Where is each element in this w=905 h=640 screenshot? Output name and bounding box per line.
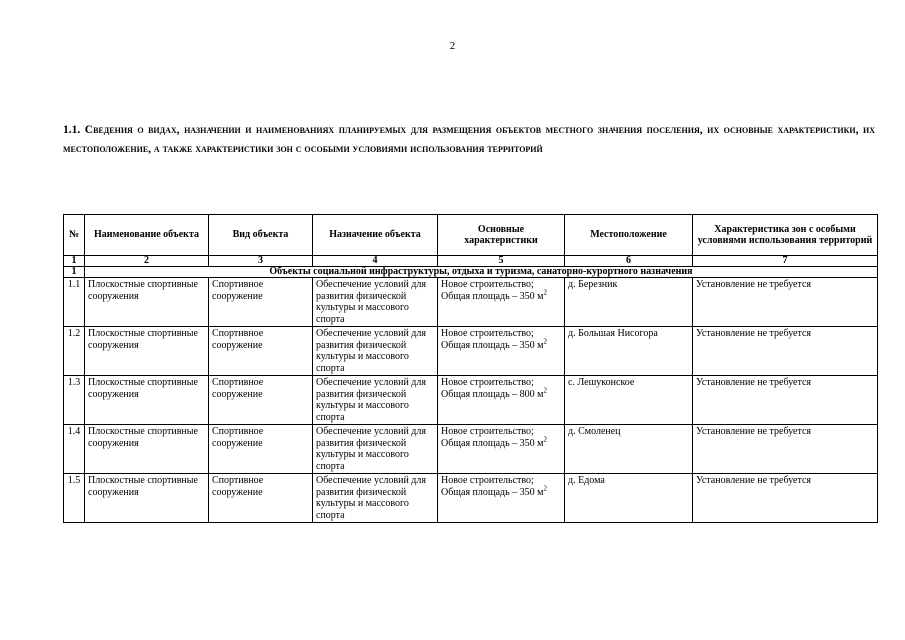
object-characteristics	[438, 327, 565, 376]
section-title: Объекты социальной инфраструктуры, отдыха и туризма, санаторно-курортного назначения	[85, 267, 878, 278]
object-purpose: Обеспечение условий для развития физической культуры и массового спорта	[313, 474, 438, 523]
area-unit-exponent: 2	[543, 484, 548, 493]
row-number: 1.3	[64, 376, 85, 425]
table-row	[64, 278, 878, 327]
object-purpose: Обеспечение условий для развития физической культуры и массового спорта	[313, 278, 438, 327]
object-name: Плоскостные спортивные сооружения	[85, 278, 209, 327]
column-number: 5	[438, 256, 565, 267]
area-unit-exponent: 2	[543, 386, 548, 395]
table-row	[64, 474, 878, 523]
header-characteristics: Основные характеристики	[438, 215, 565, 256]
object-zones: Установление не требуется	[693, 474, 878, 523]
object-characteristics	[438, 474, 565, 523]
characteristics-line-1: Новое строительство;	[441, 426, 534, 437]
table-row	[64, 425, 878, 474]
header-zones: Характеристика зон с особыми условиями использования территорий	[693, 215, 878, 256]
section-number: 1	[64, 267, 85, 278]
objects-table	[63, 214, 878, 523]
area-unit-exponent: 2	[543, 288, 548, 297]
object-purpose: Обеспечение условий для развития физической культуры и массового спорта	[313, 425, 438, 474]
header-row	[64, 215, 878, 256]
area-unit-exponent: 2	[543, 435, 548, 444]
object-purpose: Обеспечение условий для развития физической культуры и массового спорта	[313, 376, 438, 425]
object-type: Спортивное сооружение	[209, 474, 313, 523]
header-type: Вид объекта	[209, 215, 313, 256]
object-location: д. Большая Нисогора	[565, 327, 693, 376]
object-zones: Установление не требуется	[693, 278, 878, 327]
object-name: Плоскостные спортивные сооружения	[85, 327, 209, 376]
object-name: Плоскостные спортивные сооружения	[85, 474, 209, 523]
object-characteristics	[438, 376, 565, 425]
characteristics-line-1: Новое строительство;	[441, 475, 534, 486]
section-row	[64, 267, 878, 278]
object-zones: Установление не требуется	[693, 425, 878, 474]
object-purpose: Обеспечение условий для развития физической культуры и массового спорта	[313, 327, 438, 376]
header-location: Местоположение	[565, 215, 693, 256]
object-location: д. Березник	[565, 278, 693, 327]
characteristics-area: Общая площадь – 800 м	[441, 388, 544, 400]
object-type: Спортивное сооружение	[209, 278, 313, 327]
column-number-row	[64, 256, 878, 267]
column-number: 7	[693, 256, 878, 267]
page-number: 2	[449, 40, 456, 52]
characteristics-area: Общая площадь – 350 м	[441, 290, 544, 302]
section-heading-text: ведения о видах, назначении и наименованиях планируемых для размещения объектов местного значения поселения, их основные характеристики, их местоположение, а также характеристики зон с особыми условиями использования территорий	[63, 124, 875, 155]
object-zones: Установление не требуется	[693, 327, 878, 376]
characteristics-area: Общая площадь – 350 м	[441, 437, 544, 449]
area-unit-exponent: 2	[543, 337, 548, 346]
column-number: 1	[64, 256, 85, 267]
row-number: 1.5	[64, 474, 85, 523]
table-row	[64, 327, 878, 376]
row-number: 1.1	[64, 278, 85, 327]
characteristics-area: Общая площадь – 350 м	[441, 339, 544, 351]
object-name: Плоскостные спортивные сооружения	[85, 376, 209, 425]
characteristics-line-1: Новое строительство;	[441, 328, 534, 339]
row-number: 1.4	[64, 425, 85, 474]
characteristics-line-1: Новое строительство;	[441, 377, 534, 388]
column-number: 4	[313, 256, 438, 267]
characteristics-area: Общая площадь – 350 м	[441, 486, 544, 498]
object-location: с. Лешуконское	[565, 376, 693, 425]
table-row	[64, 376, 878, 425]
header-number: №	[64, 215, 85, 256]
object-type: Спортивное сооружение	[209, 376, 313, 425]
object-name: Плоскостные спортивные сооружения	[85, 425, 209, 474]
object-characteristics	[438, 425, 565, 474]
column-number: 3	[209, 256, 313, 267]
object-characteristics	[438, 278, 565, 327]
row-number: 1.2	[64, 327, 85, 376]
column-number: 2	[85, 256, 209, 267]
header-name: Наименование объекта	[85, 215, 209, 256]
section-heading-lead: 1.1. С	[63, 124, 94, 136]
header-purpose: Назначение объекта	[313, 215, 438, 256]
section-heading	[63, 121, 875, 159]
object-location: д. Едома	[565, 474, 693, 523]
object-type: Спортивное сооружение	[209, 327, 313, 376]
column-number: 6	[565, 256, 693, 267]
characteristics-line-1: Новое строительство;	[441, 279, 534, 290]
object-zones: Установление не требуется	[693, 376, 878, 425]
object-type: Спортивное сооружение	[209, 425, 313, 474]
object-location: д. Смоленец	[565, 425, 693, 474]
